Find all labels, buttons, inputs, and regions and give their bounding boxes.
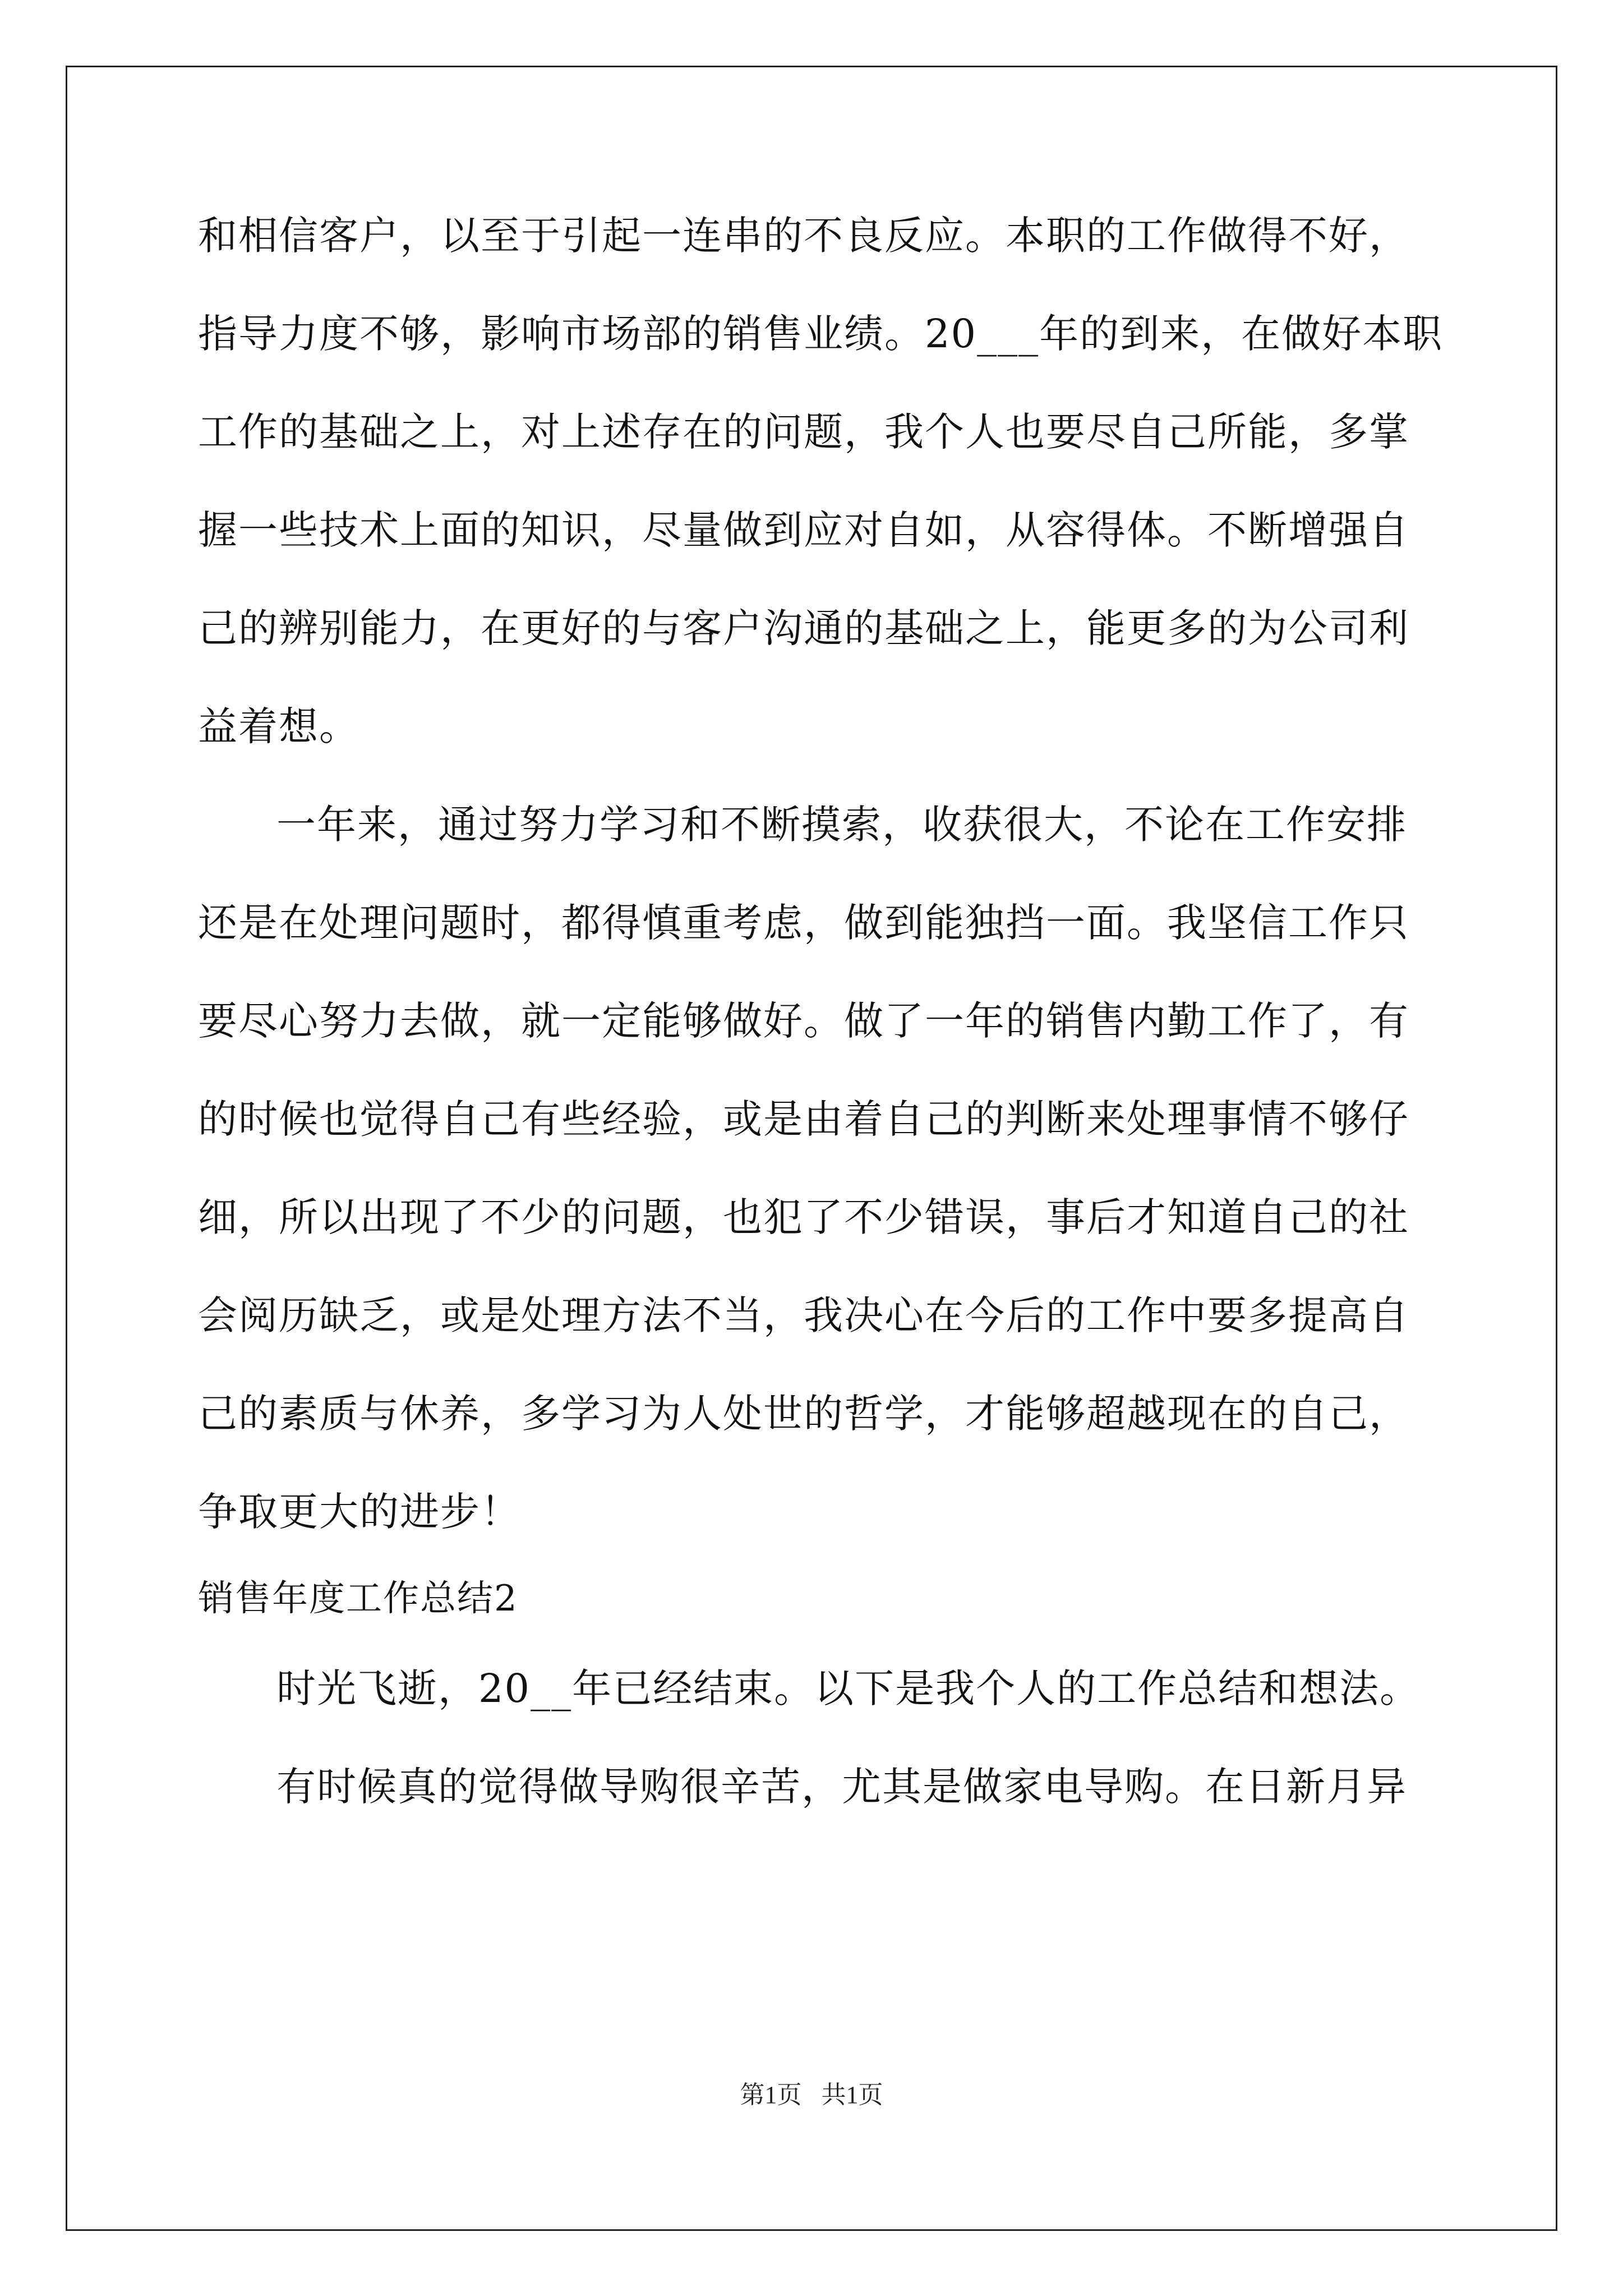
- page-footer: [0, 2078, 1623, 2112]
- paragraph-line: 争取更大的进步！: [198, 1489, 521, 1535]
- paragraph-line: 时光飞逝，20__年已经结束。以下是我个人的工作总结和想法。: [276, 1665, 1421, 1711]
- paragraph-line: 工作的基础之上，对上述存在的问题，我个人也要尽自己所能，多掌: [198, 409, 1409, 455]
- paragraph-line: 益着想。: [198, 703, 359, 749]
- paragraph-line: 一年来，通过努力学习和不断摸索，收获很大，不论在工作安排: [276, 802, 1407, 848]
- paragraph-line: 己的素质与休养，多学习为人处世的哲学，才能够超越现在的自己，: [198, 1391, 1409, 1437]
- paragraph-line: 和相信客户，以至于引起一连串的不良反应。本职的工作做得不好，: [198, 213, 1409, 259]
- paragraph-line: 的时候也觉得自己有些经验，或是由着自己的判断来处理事情不够仔: [198, 1096, 1409, 1142]
- paragraph-line: 指导力度不够，影响市场部的销售业绩。20___年的到来，在做好本职: [198, 311, 1444, 357]
- paragraph-line: 细，所以出现了不少的问题，也犯了不少错误，事后才知道自己的社: [198, 1194, 1409, 1240]
- section-heading: 销售年度工作总结2: [198, 1578, 518, 1619]
- paragraph-line: 握一些技术上面的知识，尽量做到应对自如，从容得体。不断增强自: [198, 507, 1409, 553]
- page-number-current: 第1页: [740, 2081, 802, 2109]
- page-number-total: 共1页: [821, 2081, 883, 2109]
- paragraph-line: 会阅历缺乏，或是处理方法不当，我决心在今后的工作中要多提高自: [198, 1292, 1409, 1338]
- page-border: [66, 66, 1557, 2231]
- paragraph-line: 还是在处理问题时，都得慎重考虑，做到能独挡一面。我坚信工作只: [198, 900, 1409, 946]
- paragraph-line: 己的辨别能力，在更好的与客户沟通的基础之上，能更多的为公司利: [198, 605, 1409, 651]
- paragraph-line: 有时候真的觉得做导购很辛苦，尤其是做家电导购。在日新月异: [276, 1764, 1407, 1810]
- paragraph-line: 要尽心努力去做，就一定能够做好。做了一年的销售内勤工作了，有: [198, 998, 1409, 1044]
